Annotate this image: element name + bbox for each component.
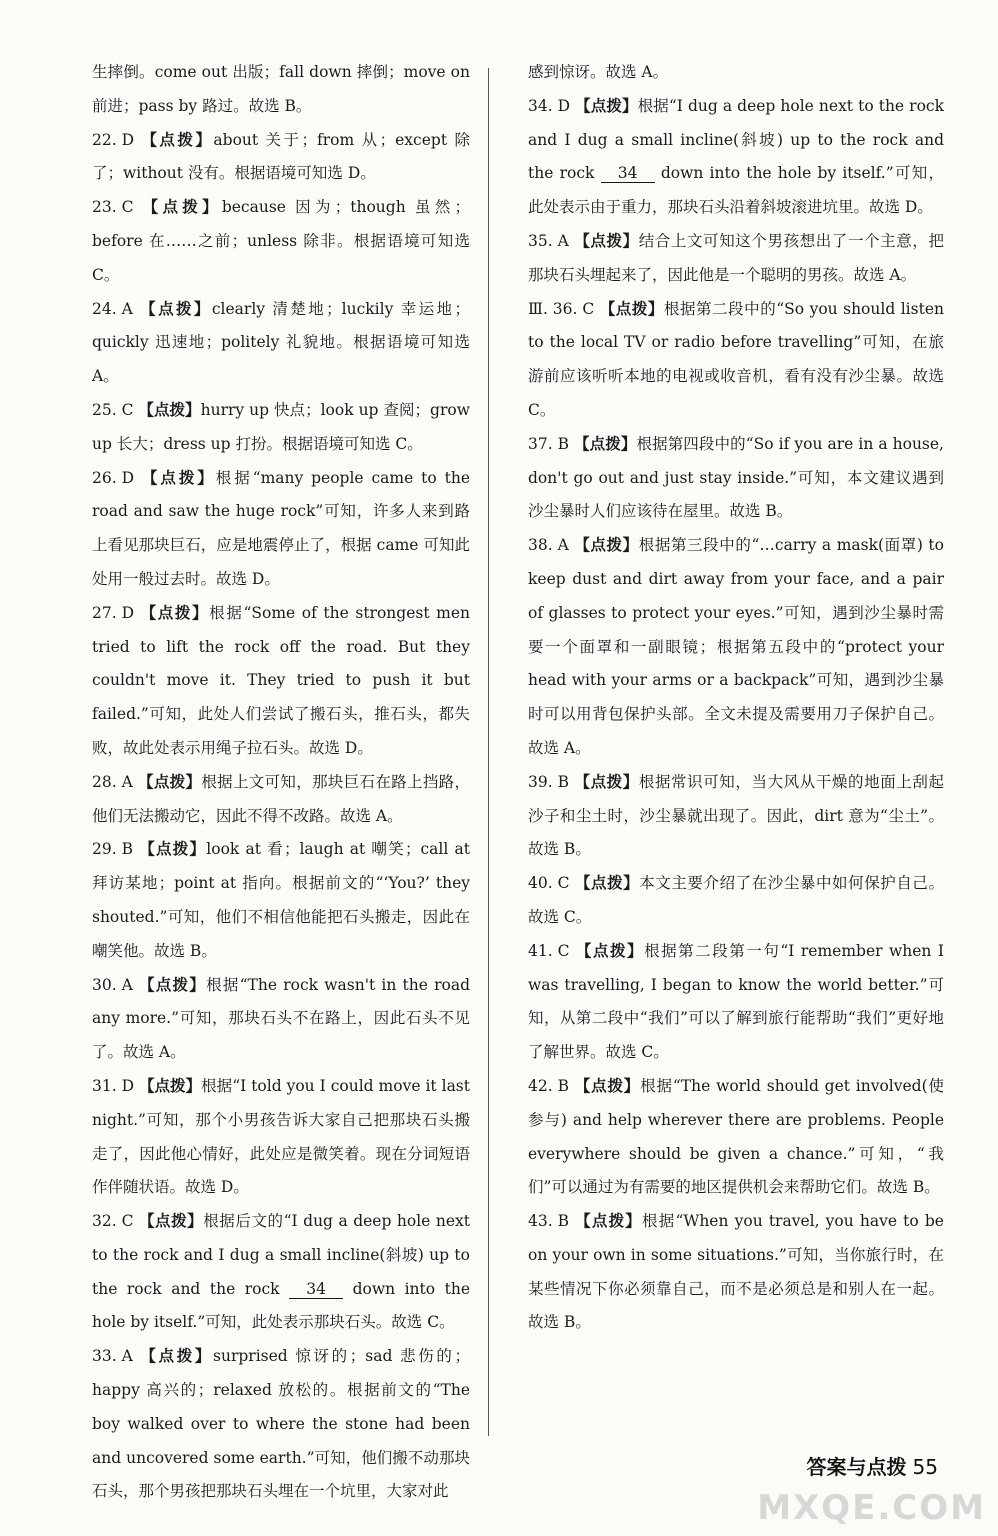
answer-explanation: 根据“I dug a deep hole next to the rock and I dug a small incline(斜坡) up to the rock and the rock <box>528 96 944 183</box>
answer-number: 43. B <box>528 1212 569 1231</box>
answer-entry <box>92 597 470 766</box>
answer-explanation: 根据第四段中的“So if you are in a house, don't go out and just stay inside.”可知，本文建议遇到沙尘暴时人们应该待在屋里。故选 B。 <box>528 434 944 521</box>
answer-number: 39. B <box>528 772 569 791</box>
answer-entry <box>92 1070 470 1205</box>
answer-explanation: 结合上文可知这个男孩想出了一个主意，把那块石头埋起来了，因此他是一个聪明的男孩。故选 A。 <box>528 231 944 284</box>
answer-number: 38. A <box>528 536 569 555</box>
hint-tag: 【点拨】 <box>141 130 214 149</box>
answer-entry <box>92 191 470 292</box>
answer-number: Ⅲ. 36. C <box>528 299 595 318</box>
answer-entry <box>528 1070 944 1205</box>
answer-explanation: 根据第二段中的“So you should listen to the local TV or radio before travelling”可知，在旅游前应该听听本地的电视或收音机，看有没有沙尘暴。故选 C。 <box>528 299 944 419</box>
hint-tag: 【点拨】 <box>575 96 638 115</box>
answer-entry <box>92 124 470 192</box>
hint-tag: 【点拨】 <box>142 198 222 217</box>
watermark: MXQE.COM <box>757 1488 986 1528</box>
answer-entry <box>528 1205 944 1340</box>
answer-number: 28. A <box>92 772 133 791</box>
answer-explanation: 本文主要介绍了在沙尘暴中如何保护自己。故选 C。 <box>528 874 944 926</box>
hint-tag: 【点拨】 <box>574 231 639 250</box>
answer-explanation: 生摔倒。come out 出版；fall down 摔倒；move on 前进；pass by 路过。故选 B。 <box>92 63 470 115</box>
answer-number: 33. A <box>92 1347 133 1366</box>
answer-entry <box>92 1340 470 1509</box>
answer-entry <box>528 529 944 766</box>
answer-entry <box>92 462 470 597</box>
answer-number: 26. D <box>92 468 135 487</box>
answer-number: 37. B <box>528 434 569 453</box>
answer-explanation: 根据第二段第一句“I remember when I was travelling, I began to know the world better.”可知，从第二段中“我们”可以了解到旅行能帮助“我们”更好地了解世界。故选 C。 <box>528 941 944 1062</box>
hint-tag: 【点拨】 <box>574 772 639 791</box>
hint-tag: 【点拨】 <box>138 1212 204 1231</box>
answer-entry <box>92 394 470 462</box>
answer-entry <box>92 969 470 1070</box>
answer-explanation: surprised 惊讶的；sad 悲伤的；happy 高兴的；relaxed 放松的。根据前文的“The boy walked over to where the stone had been and uncovered some earth.”可知，他们搬不动那块石头，那个男孩把那块石头埋在一个坑里，大家对此 <box>92 1347 470 1501</box>
hint-tag: 【点拨】 <box>574 536 639 555</box>
answer-explanation: 根据第三段中的“…carry a mask(面罩) to keep dust and dirt away from your face, and a pair of glasses to protect your eyes.”可知，遇到沙尘暴时需要一个面罩和一副眼镜；根据第五段中的“protect your head with your arms or a backpack”可知，遇到沙尘暴时可以用背包保护头部。全文未提及需要用刀子保护自己。故选 A。 <box>528 536 944 757</box>
answer-explanation-cont: down into the hole by itself.”可知，此处表示由于重力，那块石头沿着斜坡滚进坑里。故选 D。 <box>528 164 944 217</box>
answer-number: 30. A <box>92 975 133 994</box>
answer-entry <box>528 766 944 867</box>
page-number: 55 <box>912 1455 938 1479</box>
answer-number: 34. D <box>528 96 571 115</box>
answer-explanation: 感到惊讶。故选 A。 <box>528 63 669 81</box>
hint-tag: 【点拨】 <box>574 434 637 453</box>
hint-tag: 【点拨】 <box>141 468 216 487</box>
answer-entry <box>528 428 944 529</box>
answer-entry <box>528 867 944 935</box>
answer-entry <box>528 90 944 225</box>
answer-number: 24. A <box>92 299 133 318</box>
blank-number: 34 <box>289 1280 343 1299</box>
page-footer <box>807 1451 938 1480</box>
answer-entry <box>92 293 470 394</box>
answer-entry <box>528 293 944 428</box>
answer-explanation: clearly 清楚地；luckily 幸运地；quickly 迅速地；politely 礼貌地。根据语境可知选 A。 <box>92 299 470 386</box>
answer-number: 32. C <box>92 1212 134 1231</box>
answer-explanation: 根据后文的“I dug a deep hole next to the rock and I dug a small incline(斜坡) up to the rock and the rock <box>92 1212 470 1298</box>
answer-explanation: 根据“I told you I could move it last night.”可知，那个小男孩告诉大家自己把那块石头搬走了，因此他心情好，此处应是微笑着。现在分词短语作伴随状语。故选 D。 <box>92 1076 470 1197</box>
hint-tag: 【点拨】 <box>574 874 640 893</box>
answer-number: 41. C <box>528 941 570 960</box>
answer-explanation: about 关于；from 从；except 除了；without 没有。根据语境可知选 D。 <box>92 130 470 183</box>
hint-tag: 【点拨】 <box>138 1076 202 1095</box>
answer-number: 31. D <box>92 1076 135 1095</box>
footer-label: 答案与点拨 <box>806 1455 907 1479</box>
answer-number: 29. B <box>92 840 133 859</box>
answer-explanation: 根据常识可知，当大风从干燥的地面上刮起沙子和尘土时，沙尘暴就出现了。因此，dirt 意为“尘土”。故选 B。 <box>528 772 944 859</box>
answer-explanation: look at 看；laugh at 嘲笑；call at 拜访某地；point at 指向。根据前文的“‘You?’ they shouted.”可知，他们不相信他能把石头搬走，因此在嘲笑他。故选 B。 <box>92 840 470 960</box>
answer-explanation: 根据“The rock wasn't in the road any more.”可知，那块石头不在路上，因此石头不见了。故选 A。 <box>92 975 470 1062</box>
answer-entry <box>92 766 470 834</box>
answer-explanation: because 因为；though 虽然；before 在……之前；unless 除非。根据语境可知选 C。 <box>92 198 470 284</box>
answer-explanation: 根据“many people came to the road and saw the huge rock”可知，许多人来到路上看见那块巨石，应是地震停止了，根据 came 可知此处用一般过去时。故选 D。 <box>92 468 470 588</box>
answer-entry <box>528 225 944 293</box>
answer-number: 42. B <box>528 1076 569 1095</box>
answer-explanation: hurry up 快点；look up 查阅；grow up 长大；dress up 打扮。根据语境可知选 C。 <box>92 400 470 453</box>
hint-tag: 【点拨】 <box>599 299 664 318</box>
answer-entry <box>92 1205 470 1340</box>
answer-number: 40. C <box>528 874 570 893</box>
answer-number: 23. C <box>92 198 134 217</box>
hint-tag: 【点拨】 <box>140 1347 214 1366</box>
hint-tag: 【点拨】 <box>575 941 645 960</box>
answer-number: 25. C <box>92 400 134 419</box>
hint-tag: 【点拨】 <box>575 1212 643 1231</box>
answer-explanation: 根据“Some of the strongest men tried to lift the rock off the road. But they couldn't move it. They tried to push it but failed.”可知，此处人们尝试了搬石头，推石头，都失败，故此处表示用绳子拉石头。故选 D。 <box>92 603 470 757</box>
hint-tag: 【点拨】 <box>138 772 202 791</box>
answer-number: 35. A <box>528 231 569 250</box>
hint-tag: 【点拨】 <box>138 400 201 419</box>
blank-number: 34 <box>601 164 655 183</box>
answer-number: 22. D <box>92 130 135 149</box>
hint-tag: 【点拨】 <box>140 603 210 622</box>
answer-entry <box>528 935 944 1070</box>
answer-explanation: 根据上文可知，那块巨石在路上挡路，他们无法搬动它，因此不得不改路。故选 A。 <box>92 772 470 825</box>
hint-tag: 【点拨】 <box>139 840 207 859</box>
hint-tag: 【点拨】 <box>140 299 212 318</box>
answer-explanation-cont: down into the hole by itself.”可知，此处表示那块石头。故选 C。 <box>92 1279 470 1332</box>
left-column <box>92 56 470 1509</box>
answer-entry <box>92 56 470 124</box>
answer-explanation: 根据“When you travel, you have to be on your own in some situations.”可知，当你旅行时，在某些情况下你必须靠自己，而不是必须总是和别人在一起。故选 B。 <box>528 1212 944 1332</box>
hint-tag: 【点拨】 <box>138 975 207 994</box>
answer-entry <box>92 833 470 968</box>
answer-number: 27. D <box>92 603 135 622</box>
right-column <box>528 56 944 1340</box>
answer-explanation: 根据“The world should get involved(使参与) and help wherever there are problems. People everywhere should be given a chance.”可知，“我们”可以通过为有需要的地区提供机会来帮助它们。故选 B。 <box>528 1076 944 1197</box>
hint-tag: 【点拨】 <box>574 1076 641 1095</box>
column-divider <box>488 68 489 1436</box>
answer-entry <box>528 56 944 90</box>
